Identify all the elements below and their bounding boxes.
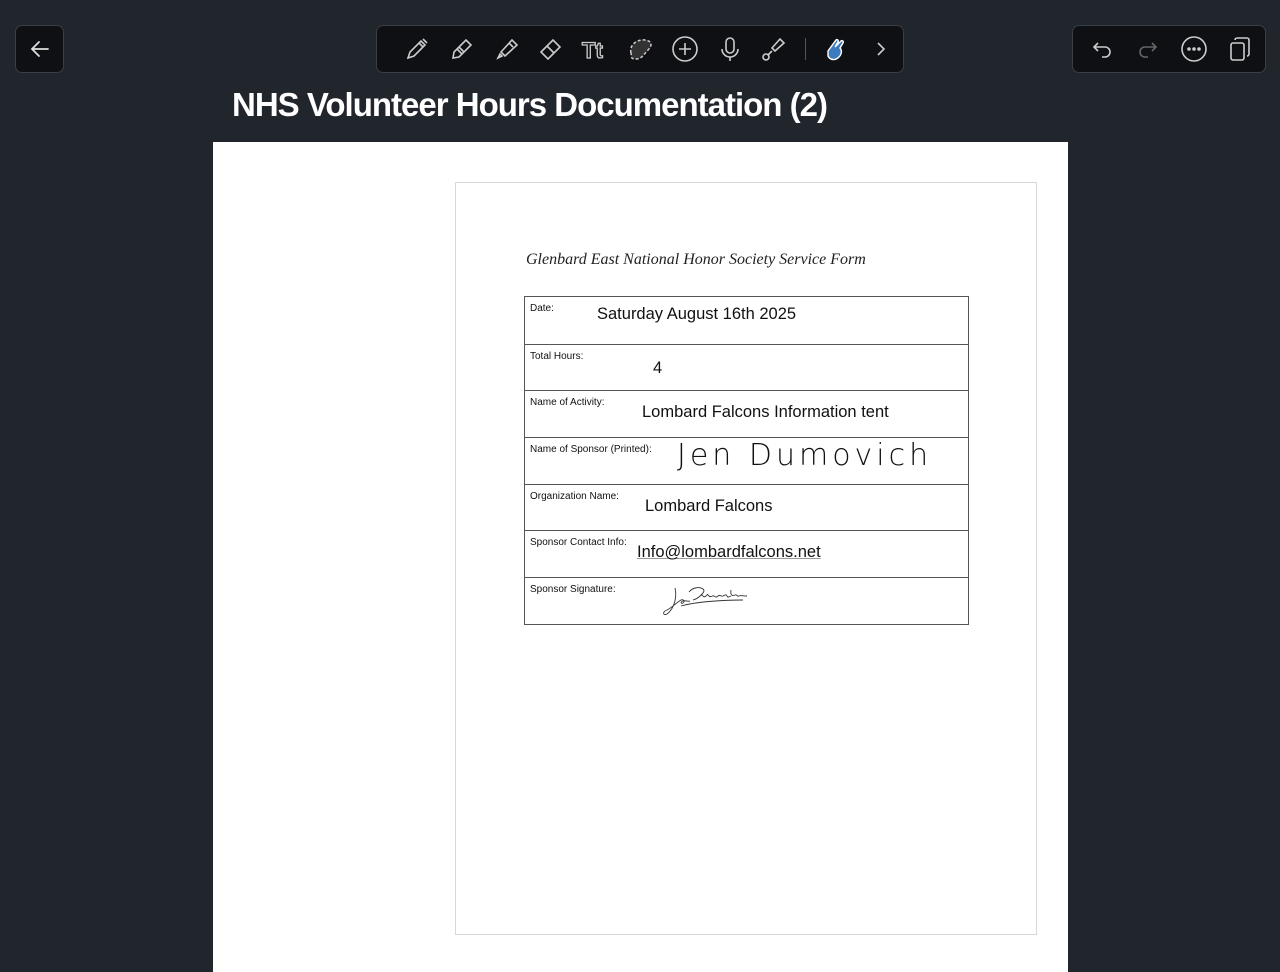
field-label: Organization Name:: [530, 490, 619, 502]
document-title: NHS Volunteer Hours Documentation (2): [232, 86, 827, 123]
service-form-table: [524, 296, 969, 625]
pages-icon[interactable]: [1217, 29, 1263, 69]
chevron-right-icon[interactable]: [858, 29, 903, 69]
eraser-icon[interactable]: [529, 29, 574, 69]
arrow-left-icon: [29, 38, 51, 60]
contact-info-value: Info@lombardfalcons.net: [637, 543, 821, 562]
field-label: Sponsor Contact Info:: [530, 537, 627, 549]
total-hours-value: 4: [653, 358, 663, 377]
text-icon[interactable]: [574, 29, 619, 69]
form-title: Glenbard East National Honor Society Service Form: [526, 251, 866, 268]
tool-bar: [376, 25, 904, 73]
table-row: [525, 484, 968, 531]
svg-text:Tt: Tt: [581, 38, 603, 63]
pen-icon[interactable]: [395, 29, 440, 69]
laser-pointer-icon[interactable]: [752, 29, 797, 69]
add-icon[interactable]: [663, 29, 708, 69]
lasso-icon[interactable]: [618, 29, 663, 69]
sponsor-name-handwritten: Jen Dumovich: [677, 438, 933, 474]
table-row: [525, 297, 968, 344]
field-label: Sponsor Signature:: [530, 584, 616, 596]
field-label: Total Hours:: [530, 350, 584, 362]
field-label: Date:: [530, 303, 554, 314]
table-row: [525, 344, 968, 391]
field-label: Name of Sponsor (Printed):: [530, 444, 652, 456]
table-row: [525, 437, 968, 484]
redo-icon[interactable]: [1125, 29, 1171, 69]
pdf-page: [455, 182, 1037, 935]
field-label: Name of Activity:: [530, 397, 605, 409]
table-row: [525, 577, 968, 624]
toolbar-divider: [805, 38, 806, 60]
organization-value: Lombard Falcons: [645, 496, 773, 515]
undo-icon[interactable]: [1079, 29, 1125, 69]
microphone-icon[interactable]: [707, 29, 752, 69]
sponsor-signature: [661, 582, 756, 618]
back-button[interactable]: [15, 25, 64, 73]
activity-value: Lombard Falcons Information tent: [642, 403, 889, 422]
date-value: Saturday August 16th 2025: [597, 305, 797, 323]
table-row: [525, 530, 968, 577]
more-options-icon[interactable]: [1171, 29, 1217, 69]
highlighter-icon[interactable]: [484, 29, 529, 69]
right-toolbar: [1072, 25, 1266, 73]
table-row: [525, 390, 968, 437]
touch-hand-icon[interactable]: [814, 29, 859, 69]
document-canvas[interactable]: [213, 142, 1068, 972]
pencil-icon[interactable]: [440, 29, 485, 69]
